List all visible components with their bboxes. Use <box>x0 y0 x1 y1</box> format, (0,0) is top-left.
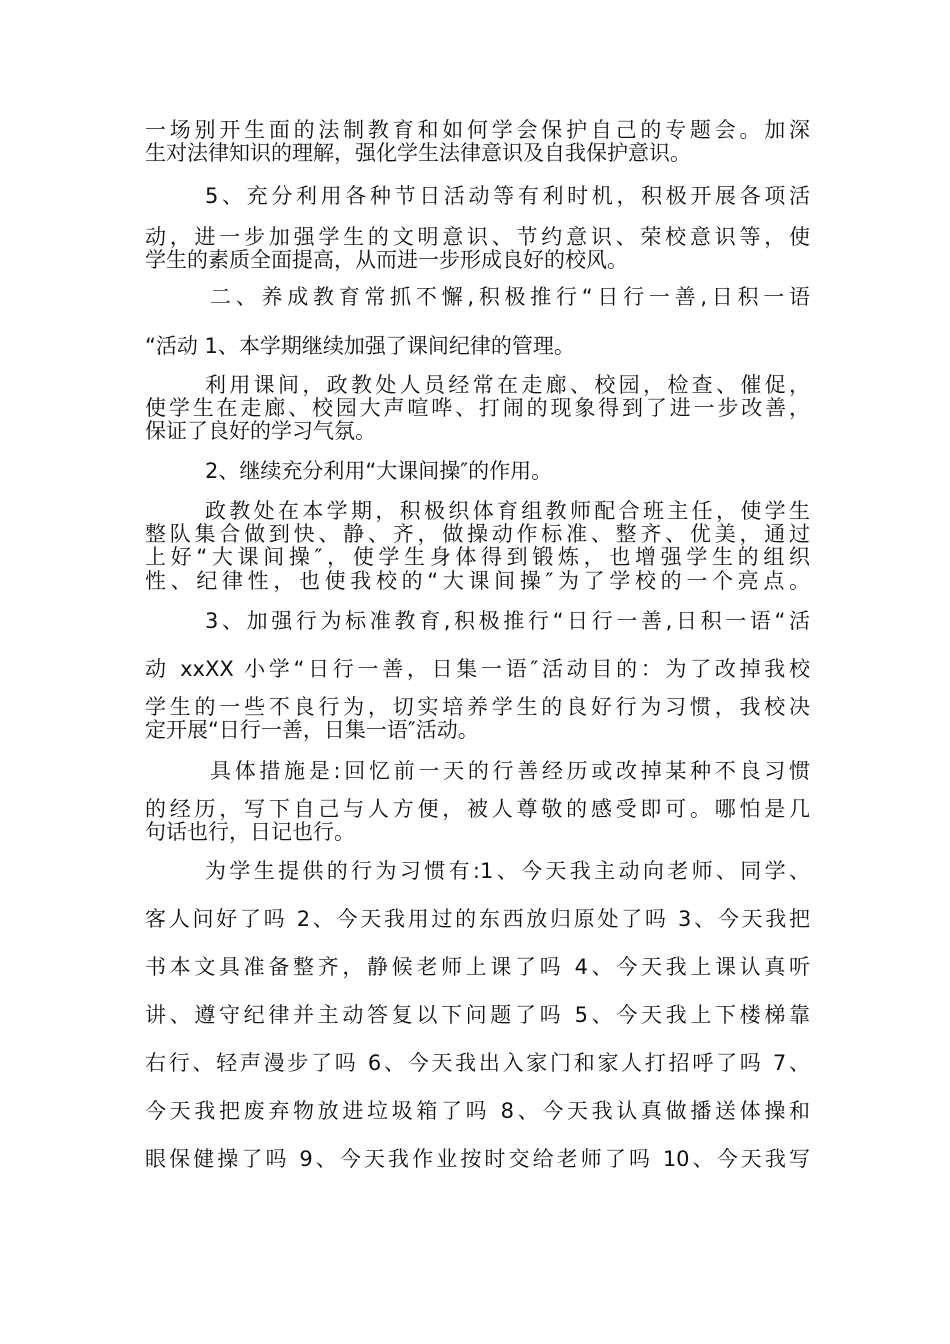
paragraph-line: 句话也行，日记也行。 <box>145 820 355 844</box>
paragraph-line: 书本文具准备整齐，静候老师上课了吗 4、今天我上课认真听 <box>145 955 810 979</box>
paragraph-line: 一场别开生面的法制教育和如何学会保护自己的专题会。加深 <box>145 118 810 142</box>
paragraph-line: 学生的一些不良行为，切实培养学生的良好行为习惯，我校决 <box>145 695 810 719</box>
paragraph-line: 利用课间，政教处人员经常在走廊、校园，检查、催促， <box>205 373 810 397</box>
paragraph-line: 今天我把废弃物放进垃圾箱了吗 8、今天我认真做播送体操和 <box>145 1099 810 1123</box>
paragraph-line: 3、加强行为标准教育,积极推行“日行一善,日积一语“活 <box>205 609 810 633</box>
paragraph-line: 学生的素质全面提高，从而进一步形成良好的校风。 <box>145 248 628 272</box>
paragraph-line: 生对法律知识的理解，强化学生法律意识及自我保护意识。 <box>145 141 691 165</box>
paragraph-line: 定开展“日行一善，日集一语″活动。 <box>145 718 479 742</box>
paragraph-line: 性、纪律性，也使我校的“大课间操″为了学校的一个亮点。 <box>145 569 810 593</box>
paragraph-line: 眼保健操了吗 9、今天我作业按时交给老师了吗 10、今天我写 <box>145 1147 810 1171</box>
paragraph-line: “活动 1、本学期继续加强了课间纪律的管理。 <box>145 334 575 358</box>
paragraph-line: 上好“大课间操″，使学生身体得到锻炼，也增强学生的组织 <box>145 545 810 569</box>
paragraph-line: 右行、轻声漫步了吗 6、今天我出入家门和家人打招呼了吗 7、 <box>145 1051 810 1075</box>
paragraph-line: 保证了良好的学习气氛。 <box>145 419 376 443</box>
paragraph-line: 具体措施是:回忆前一天的行善经历或改掉某种不良习惯 <box>210 759 810 783</box>
section-heading: 二、养成教育常抓不懈,积极推行“日行一善,日积一语 <box>210 285 810 309</box>
paragraph-line: 使学生在走廊、校园大声喧哗、打闹的现象得到了进一步改善， <box>145 396 810 420</box>
paragraph-line: 2、继续充分利用“大课间操″的作用。 <box>205 459 553 483</box>
paragraph-line: 为学生提供的行为习惯有:1、今天我主动向老师、同学、 <box>205 859 810 883</box>
paragraph-line: 的经历，写下自己与人方便，被人尊敬的感受即可。哪怕是几 <box>145 797 810 821</box>
paragraph-line: 讲、遵守纪律并主动答复以下问题了吗 5、今天我上下楼梯靠 <box>145 1003 810 1027</box>
paragraph-line: 整队集合做到快、静、齐，做操动作标准、整齐、优美，通过 <box>145 522 810 546</box>
paragraph-line: 动 xxXX 小学“日行一善，日集一语″活动目的：为了改掉我校 <box>145 657 810 681</box>
paragraph-line: 客人问好了吗 2、今天我用过的东西放归原处了吗 3、今天我把 <box>145 907 810 931</box>
paragraph-line: 动，进一步加强学生的文明意识、节约意识、荣校意识等，使 <box>145 225 810 249</box>
paragraph-line: 5、充分利用各种节日活动等有利时机，积极开展各项活 <box>205 184 810 208</box>
paragraph-line: 政教处在本学期，积极织体育组教师配合班主任，使学生 <box>205 499 810 523</box>
